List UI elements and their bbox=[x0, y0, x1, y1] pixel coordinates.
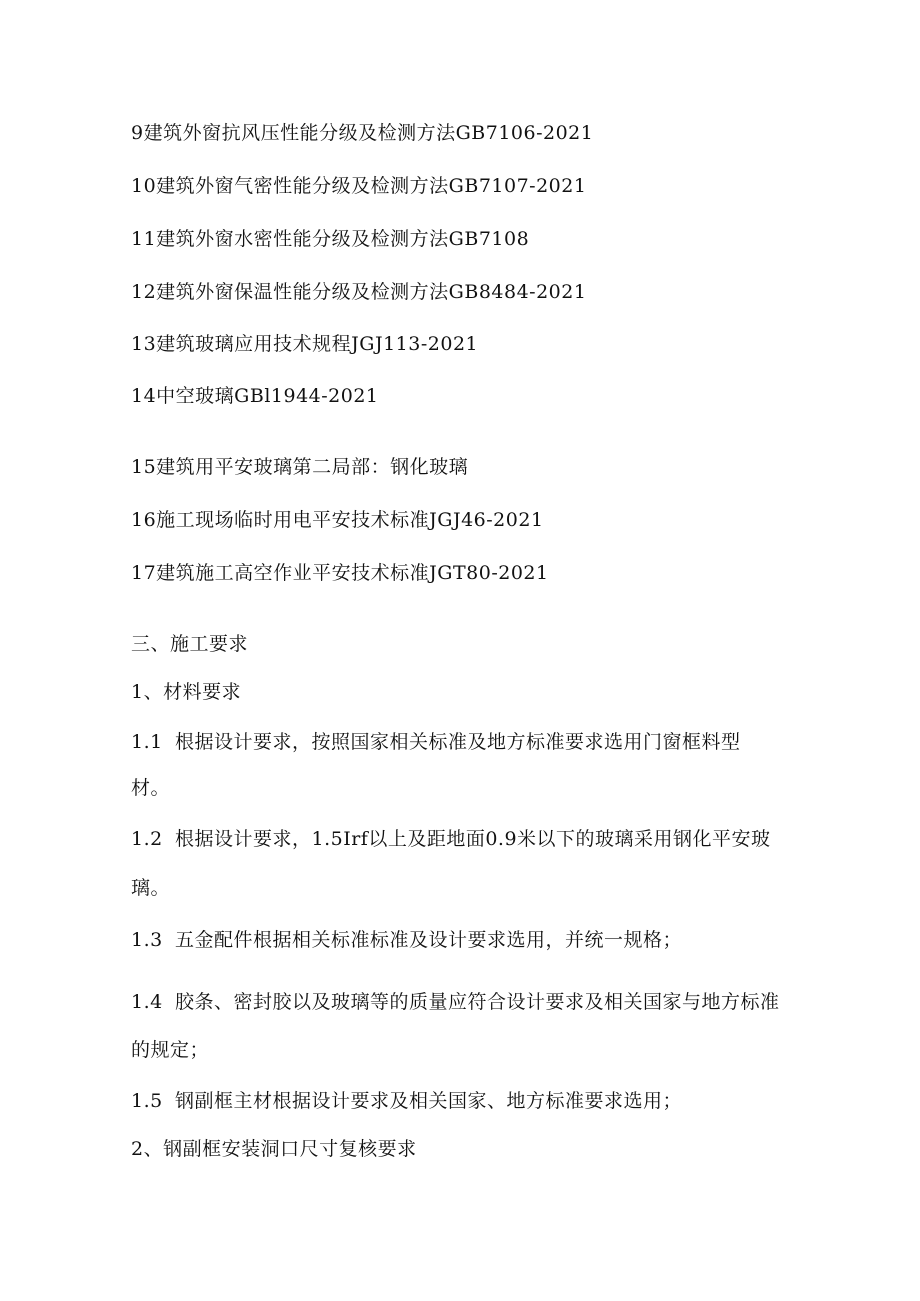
item-number: 1.4 bbox=[131, 991, 163, 1013]
standard-item-9: 9建筑外窗抗风压性能分级及检测方法GB7106-2021 bbox=[131, 122, 594, 144]
item-text: 根据设计要求，按照国家相关标准及地方标准要求选用门窗框料型 bbox=[175, 731, 741, 753]
standard-item-13: 13建筑玻璃应用技术规程JGJ113-2021 bbox=[131, 333, 479, 355]
item-text: 钢副框主材根据设计要求及相关国家、地方标准要求选用； bbox=[175, 1090, 683, 1112]
standard-item-17: 17建筑施工高空作业平安技术标准JGT80-2021 bbox=[131, 562, 549, 584]
item-number: 1.2 bbox=[131, 828, 163, 850]
item-1-3 bbox=[131, 928, 682, 952]
item-1-2-cont: 璃。 bbox=[131, 877, 171, 899]
subsection-materials: 1、材料要求 bbox=[131, 681, 242, 703]
standard-item-12: 12建筑外窗保温性能分级及检测方法GB8484-2021 bbox=[131, 281, 587, 303]
standard-item-15: 15建筑用平安玻璃第二局部：钢化玻璃 bbox=[131, 456, 469, 478]
item-number: 1.5 bbox=[131, 1090, 163, 1112]
standard-item-10: 10建筑外窗气密性能分级及检测方法GB7107-2021 bbox=[131, 175, 587, 197]
item-1-4 bbox=[131, 990, 780, 1014]
item-1-1 bbox=[131, 730, 741, 754]
item-number: 1.3 bbox=[131, 929, 163, 951]
item-text: 胶条、密封胶以及玻璃等的质量应符合设计要求及相关国家与地方标准 bbox=[175, 991, 780, 1013]
standard-item-16: 16施工现场临时用电平安技术标准JGJ46-2021 bbox=[131, 509, 544, 531]
standard-item-14: 14中空玻璃GBl1944-2021 bbox=[131, 385, 379, 407]
item-1-1-cont: 材。 bbox=[131, 777, 171, 799]
subsection-opening-check: 2、钢副框安装洞口尺寸复核要求 bbox=[131, 1138, 417, 1160]
item-1-2 bbox=[131, 827, 771, 851]
item-text: 根据设计要求，1.5Irf以上及距地面0.9米以下的玻璃采用钢化平安玻 bbox=[175, 828, 771, 850]
item-1-5 bbox=[131, 1089, 682, 1113]
item-1-4-cont: 的规定； bbox=[131, 1039, 210, 1061]
standard-item-11: 11建筑外窗水密性能分级及检测方法GB7108 bbox=[131, 228, 530, 250]
item-number: 1.1 bbox=[131, 731, 163, 753]
section-heading: 三、施工要求 bbox=[131, 633, 249, 655]
item-text: 五金配件根据相关标准标准及设计要求选用，并统一规格； bbox=[175, 929, 683, 951]
